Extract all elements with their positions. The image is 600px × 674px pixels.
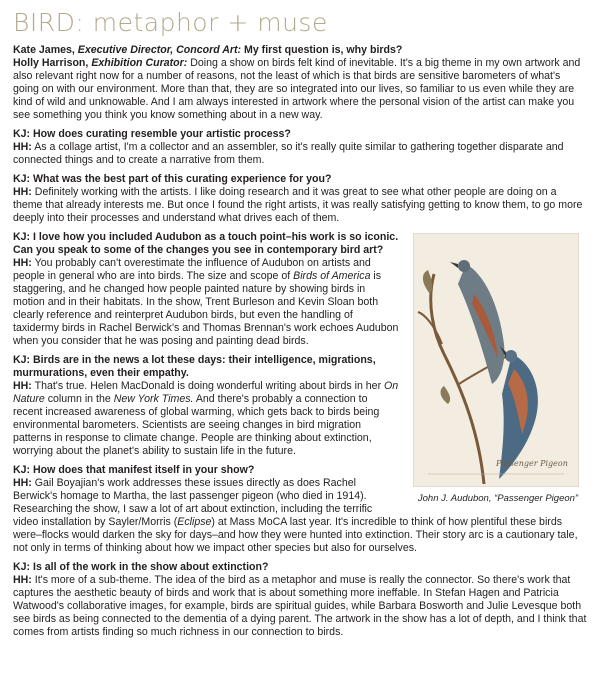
answer-3-tag: HH: — [13, 186, 32, 198]
answer-2-text: As a collage artist, I'm a collector and an assembler, so it's really quite similar to gathering together disparate and connected things and to create a narrative from them. — [13, 141, 564, 166]
question-7: KJ: Is all of the work in the show about extinction? — [13, 561, 269, 573]
a1-name: Holly Harrison, — [13, 57, 89, 69]
answer-4-title: Birds of America — [293, 270, 371, 282]
passenger-pigeon-painting — [413, 233, 579, 487]
answer-5-tag: HH: — [13, 380, 32, 392]
answer-6-work: Eclipse — [177, 516, 212, 528]
answer-5-text-2: column in the — [44, 393, 114, 405]
answer-6-text-2: ) at Mass MoCA last year. It's incredible to think of how plentiful these birds were–flocks would darken the sky for days–and how they were hunted into extinction. Their story arc is a cautionary tale, not only in terms of thinking about how we impact other species but also for ourselves. — [13, 516, 578, 554]
a1-text: Doing a show on birds felt kind of inevitable. It's a big theme in my own artwork and also relevant right now for a number of reasons, not the least of which is that birds are sensitive barometers of what's going on with our environment. More than that, they are so integrated into our lives, so familiar to us even while they are kind of wild and unknowable. And I am always interested in artwork where the personal vision of the artist can make you see something you think you know something about in a new way. — [13, 57, 581, 121]
question-2: KJ: How does curating resemble your artistic process? — [13, 128, 291, 140]
q1-role: Executive Director, Concord Art: — [77, 44, 242, 56]
question-5: KJ: Birds are in the news a lot these days: their intelligence, migrations, murmurations, even their empathy. — [13, 354, 376, 379]
qa-3 — [13, 173, 587, 225]
article — [13, 8, 587, 645]
a1-role: Exhibition Curator: — [91, 57, 188, 69]
q1-text: My first question is, why birds? — [241, 44, 403, 56]
qa-2 — [13, 128, 587, 167]
answer-5-text-1: That's true. Helen MacDonald is doing wonderful writing about birds in her — [31, 380, 385, 392]
answer-6-text-1: Gail Boyajian's work addresses these issues directly as does Rachel Berwick's homage to Martha, the last passenger pigeon (who died in 1914). Researching the show, I saw a lot of art about extinction, including the terrific video installation by Sayler/Morris ( — [13, 477, 373, 528]
answer-6-tag: HH: — [13, 477, 32, 489]
answer-5-paper: New York Times. — [113, 393, 194, 405]
audubon-figure — [409, 233, 587, 505]
answer-4-text-1: You probably can't overestimate the influence of Audubon on artists and people in general who are into birds. The size and scope of — [13, 257, 371, 282]
answer-5-column: On Nature — [13, 380, 399, 405]
q1-name: Kate James, — [13, 44, 75, 56]
plate-title: Passenger Pigeon — [496, 459, 568, 468]
question-6: KJ: How does that manifest itself in your show? — [13, 464, 255, 476]
answer-5-text-3: And there's probably a connection to recent increased awareness of global warming, which gets back to birds being environmental barometers. Scientists are seeing changes in bird migration patterns in response to climate change. People are thinking about extinction, worrying about the planet's ability to sustain life in the future. — [13, 393, 380, 457]
question-4: KJ: I love how you included Audubon as a touch point–his work is so iconic. Can you speak to some of the changes you see in contemporary bird art? — [13, 231, 399, 256]
qa-7 — [13, 561, 587, 639]
article-title: BIRD: metaphor + muse — [13, 8, 328, 37]
answer-2-tag: HH: — [13, 141, 32, 153]
answer-7-text: It's more of a sub-theme. The idea of the bird as a metaphor and muse is really the connector. So there's work that captures the aesthetic beauty of birds and work that is about something more ineffable. In Stefan Hagen and Patricia Watwood's collaborative images, for example, birds are spiritual guides, while Barbara Bosworth and Julie Levesque both see birds as being connected to the dementia of a dying parent. The artwork in the show has a lot of depth, and I think that comes from artists finding so much richness in our connection to birds. — [13, 574, 587, 638]
answer-3-text: Definitely working with the artists. I like doing research and it was great to see what other people are doing on a theme that already interests me. But once I found the right artists, it was really satisfying getting to know them, to go more deeply into their processes and understand what drives each of them. — [13, 186, 583, 224]
figure-caption: John J. Audubon, “Passenger Pigeon” — [417, 493, 579, 504]
answer-4-tag: HH: — [13, 257, 32, 269]
answer-7-tag: HH: — [13, 574, 32, 586]
answer-4-text-2: is staggering, and he changed how people painted nature by showing birds in motion and in their habitats. In the show, Trent Burleson and Kevin Sloan both clearly reference and reinterpret Audubon birds, but even the handling of taxidermy birds in Rachel Berwick's and Thomas Brennan's work echoes Audubon when you consider that he was posing and painting dead birds. — [13, 270, 399, 347]
question-1 — [13, 44, 587, 122]
pigeon-illustration — [414, 234, 578, 486]
question-3: KJ: What was the best part of this curating experience for you? — [13, 173, 332, 185]
